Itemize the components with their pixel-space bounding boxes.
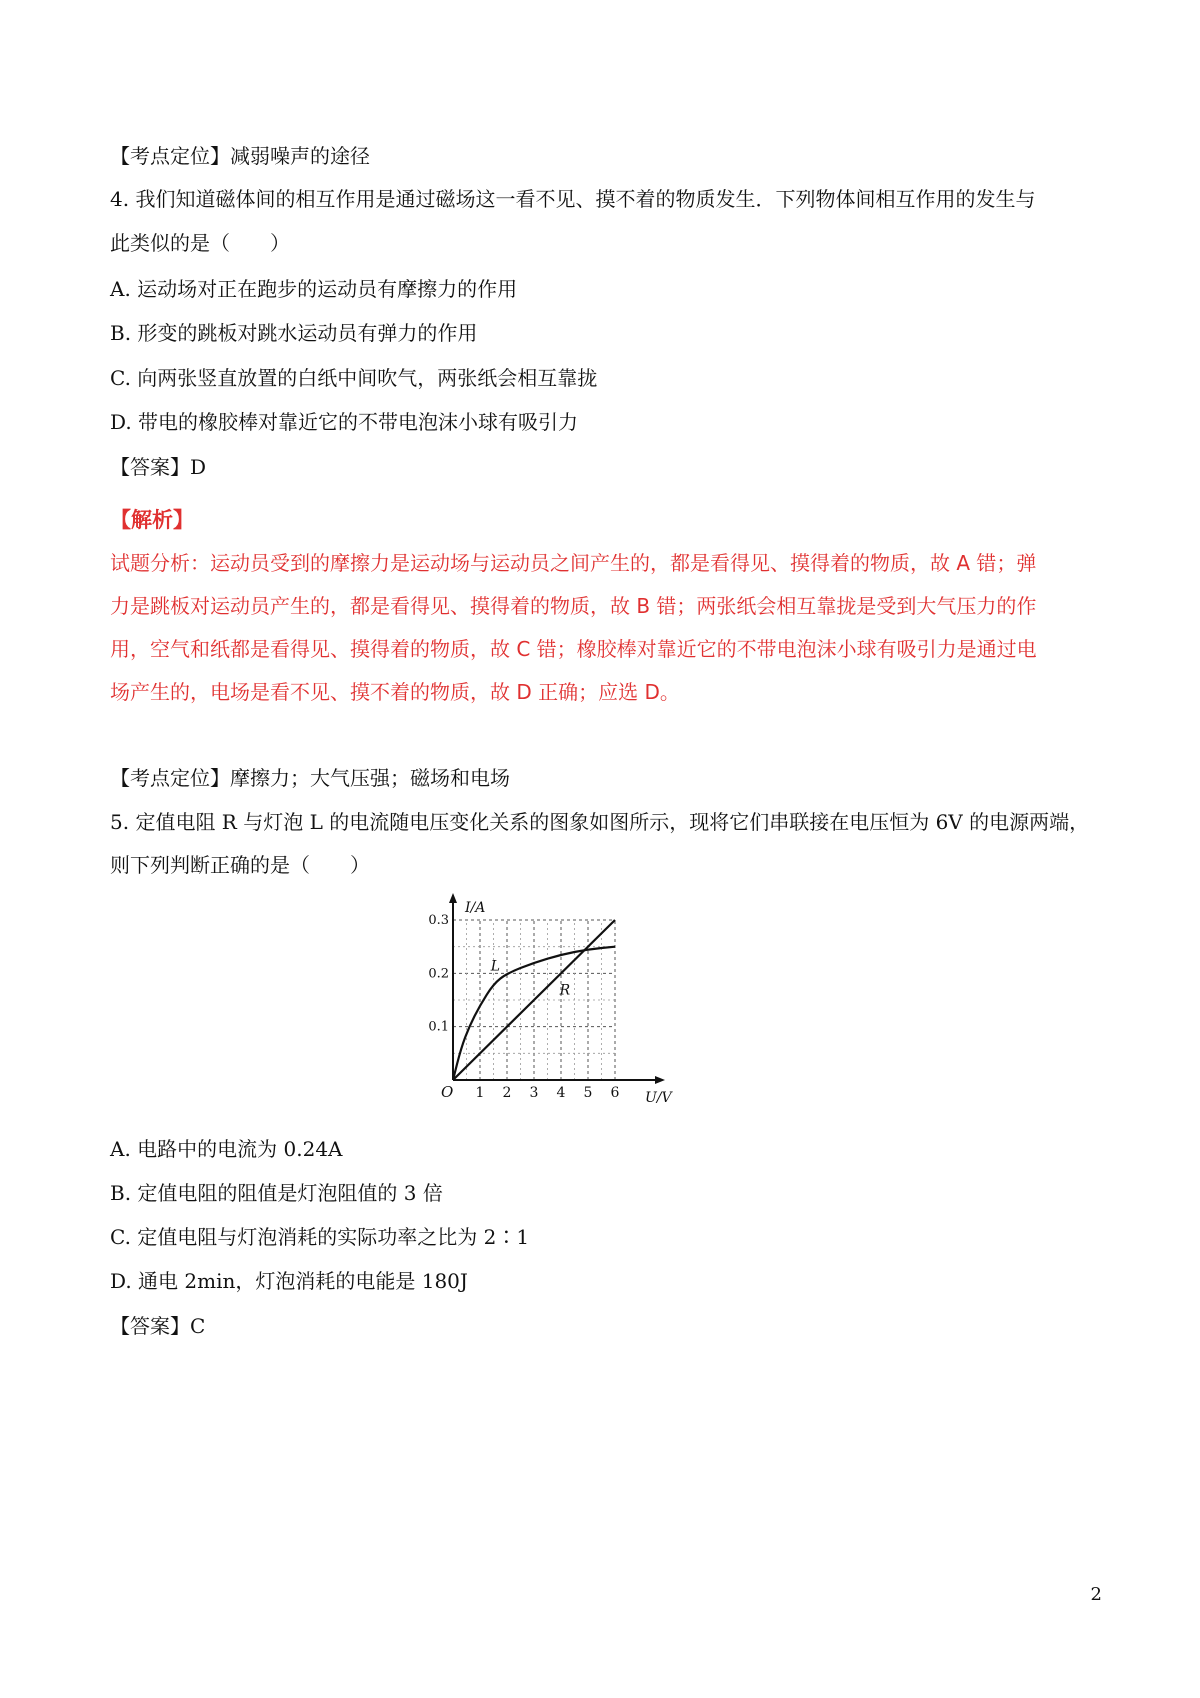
- q5-option-c: C. 定值电阻与灯泡消耗的实际功率之比为 2∶1: [110, 1225, 530, 1249]
- x-tick-label: 1: [475, 1085, 485, 1101]
- option-a: A. 运动场对正在跑步的运动员有摩擦力的作用: [110, 277, 518, 301]
- y-axis-arrow: [449, 893, 457, 903]
- x-tick-label: 2: [502, 1085, 512, 1101]
- chart-axes: [449, 893, 665, 1084]
- series-r-label: R: [559, 982, 571, 999]
- origin-label: O: [441, 1083, 454, 1101]
- iu-graph: [420, 890, 690, 1120]
- x-tick-label: 6: [610, 1085, 620, 1101]
- chart-labels: [428, 900, 673, 1106]
- answer-5: 【答案】C: [110, 1314, 206, 1338]
- series-l-label: L: [490, 958, 501, 975]
- analysis-heading: 【解析】: [110, 507, 194, 532]
- y-axis-label: I/A: [465, 900, 486, 916]
- question-4-stem: 4. 我们知道磁体间的相互作用是通过磁场这一看不见、摸不着的物质发生．下列物体间相互作用的发生与: [110, 187, 1036, 211]
- analysis-line-3: 用，空气和纸都是看得见、摸得着的物质，故 C 错；橡胶棒对靠近它的不带电泡沫小球有吸引力是通过电: [110, 637, 1037, 661]
- answer-4: 【答案】D: [110, 455, 207, 479]
- topic-label-prev: 【考点定位】减弱噪声的途径: [110, 144, 370, 168]
- analysis-line-1: 试题分析：运动员受到的摩擦力是运动场与运动员之间产生的，都是看得见、摸得着的物质，故 A 错；弹: [110, 551, 1037, 575]
- option-d: D. 带电的橡胶棒对靠近它的不带电泡沫小球有吸引力: [110, 410, 579, 434]
- analysis-line-2: 力是跳板对运动员产生的，都是看得见、摸得着的物质，故 B 错；两张纸会相互靠拢是受到大气压力的作: [110, 594, 1037, 618]
- y-tick-label: 0.3: [428, 913, 449, 928]
- option-b: B. 形变的跳板对跳水运动员有弹力的作用: [110, 321, 478, 345]
- q5-option-b: B. 定值电阻的阻值是灯泡阻值的 3 倍: [110, 1181, 443, 1205]
- x-tick-label: 5: [583, 1085, 593, 1101]
- y-tick-label: 0.2: [428, 966, 449, 982]
- analysis-line-4: 场产生的，电场是看不见、摸不着的物质，故 D 正确；应选 D。: [110, 680, 680, 704]
- y-tick-label: 0.1: [428, 1019, 449, 1035]
- question-5-stem-cont: 则下列判断正确的是（ ）: [110, 853, 370, 877]
- q5-option-a: A. 电路中的电流为 0.24A: [110, 1137, 343, 1161]
- page-number: 2: [1090, 1584, 1102, 1605]
- question-4-stem-cont: 此类似的是（ ）: [110, 231, 290, 255]
- option-c: C. 向两张竖直放置的白纸中间吹气，两张纸会相互靠拢: [110, 366, 598, 390]
- q5-option-d: D. 通电 2min，灯泡消耗的电能是 180J: [110, 1269, 468, 1293]
- x-tick-label: 3: [529, 1085, 539, 1101]
- x-axis-arrow: [655, 1076, 665, 1084]
- x-tick-label: 4: [556, 1085, 566, 1101]
- x-axis-label: U/V: [645, 1090, 672, 1106]
- topic-label-4: 【考点定位】摩擦力；大气压强；磁场和电场: [110, 766, 510, 790]
- question-5-stem: 5. 定值电阻 R 与灯泡 L 的电流随电压变化关系的图象如图所示，现将它们串联接在电压恒为 6V 的电源两端，: [110, 810, 1090, 834]
